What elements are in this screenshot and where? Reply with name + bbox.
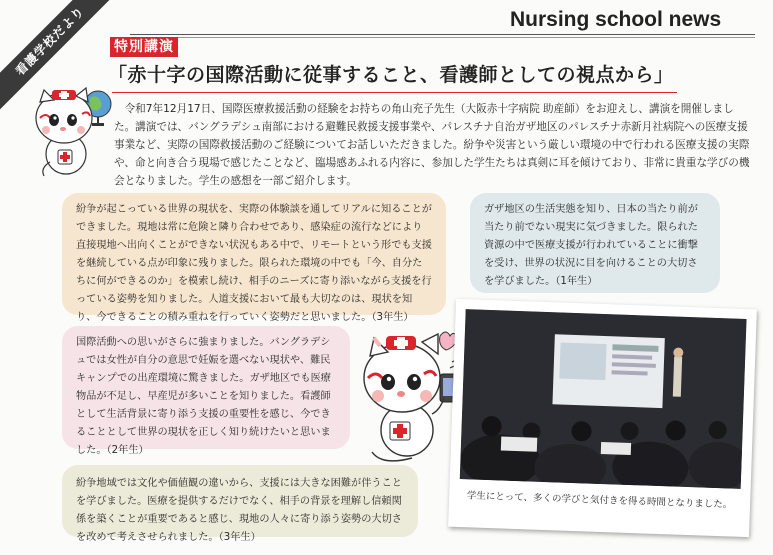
mascot-globe-illustration	[26, 74, 118, 180]
student-comment-4: 紛争地域では文化や価値観の違いから、支援には大きな困難が伴うことを学びました。医療を提供するだけでなく、相手の背景を理解し信頼関係を築くことが重要であると感じ、現地の人々に寄り添う姿勢の大切さを改めて考えさせられました。（3年生）	[62, 465, 418, 537]
student-comment-1: 紛争が起こっている世界の現状を、実際の体験談を通してリアルに知ることができました。現地は常に危険と隣り合わせであり、感染症の流行などにより直接現地へ出向くことができない状況もある中で、リモートという形でも支援を継続している点が印象に残りました。限られた環境の中でも「今、自分たちに何ができるのか」を模索し続け、相手のニーズに寄り添いながら支援を行っている姿勢を知りました。人道支援において最も大切なのは、現状を知り、今できることの積み重ねを行っていく姿勢だと思いました。（3年生）	[62, 193, 446, 315]
header-divider-thin	[130, 37, 755, 38]
student-comment-3: 国際活動への思いがさらに強まりました。バングラデシュでは女性が自分の意思で妊娠を選べない現状や、難民キャンプでの出産環境に驚きました。ガザ地区でも医療物品が不足し、早産児が多いことを知りました。看護師として生活背景に寄り添う支援の重要性を感じ、今できることとして世界の現状を正しく知り続けたいと思いました。（2年生）	[62, 326, 350, 449]
article-headline: 「赤十字の国際活動に従事すること、看護師としての視点から」	[108, 64, 674, 86]
student-comment-2: ガザ地区の生活実態を知り、日本の当たり前が当たり前でない現実に気づきました。限られた資源の中で医療支援が行われていることに衝撃を受け、世界の状況に目を向けることの大切さを学びました。（1年生）	[470, 193, 720, 293]
special-lecture-badge: 特別講演	[110, 37, 178, 57]
lecture-photo-card	[448, 299, 757, 537]
photo-caption: 学生にとって、多くの学びと気付きを得る時間となりました。	[466, 490, 733, 511]
headline-underline	[112, 92, 677, 93]
article-intro: 令和7年12月17日、国際医療救援活動の経験をお持ちの角山充子先生（大阪赤十字病院 助産師）をお迎えし、講演を開催しました。講演では、バングラデシュ南部における避難民救援支援事業や、パレスチナ自治ガザ地区のパレスチナ赤新月社病院への医療支援事業など、実際の国際救援活動のご経験についてお話しいただきました。紛争や災害という厳しい環境の中で行われる医療支援の実際や、命と向き合う現場で感じたことなど、臨場感あふれる内容に、参加した学生たちは真剣に耳を傾けており、非常に貴重な学びの機会となりました。学生の感想を一部ご紹介します。	[114, 103, 750, 187]
header-divider	[130, 34, 755, 35]
lecture-hall-scene	[460, 309, 747, 489]
lecture-photo	[460, 309, 747, 489]
newsletter-title: Nursing school news	[510, 8, 722, 31]
corner-section-label: 看護学校だより	[0, 0, 123, 114]
